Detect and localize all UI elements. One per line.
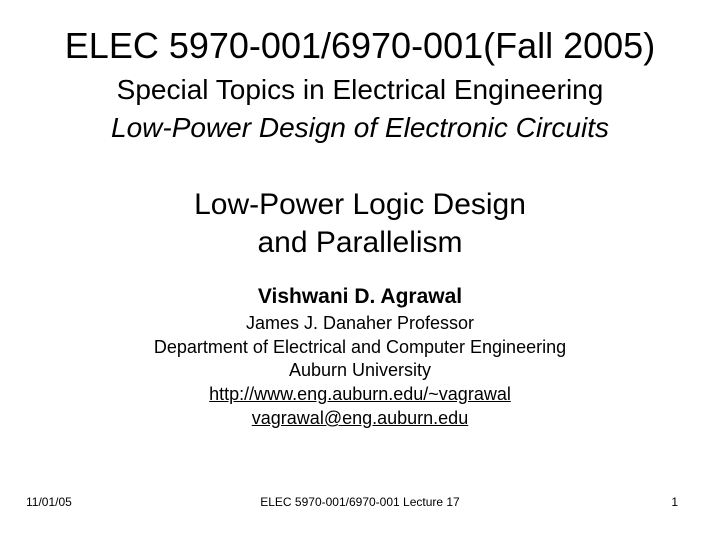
author-department: Department of Electrical and Computer Engineering: [153, 337, 567, 357]
author-email-row: [0, 409, 720, 427]
lecture-topic-line-1: Low-Power Logic Design: [194, 188, 526, 221]
lecture-topic-line-2: and Parallelism: [257, 226, 463, 259]
author-url-row: [0, 385, 720, 403]
author-url-link[interactable]: http://www.eng.auburn.edu/~vagrawal: [209, 384, 511, 404]
author-name: Vishwani D. Agrawal: [257, 285, 463, 308]
footer-page-number: 1: [671, 495, 678, 509]
author-email-link[interactable]: vagrawal@eng.auburn.edu: [251, 408, 469, 428]
course-subtitle: Special Topics in Electrical Engineering: [116, 74, 604, 105]
course-title: ELEC 5970-001/6970-001(Fall 2005): [64, 25, 656, 66]
author-university: Auburn University: [288, 360, 432, 380]
course-subtitle-italic: Low-Power Design of Electronic Circuits: [111, 112, 609, 143]
author-title: James J. Danaher Professor: [245, 313, 475, 333]
footer-lecture-label: ELEC 5970-001/6970-001 Lecture 17: [260, 495, 460, 509]
footer-date: 11/01/05: [26, 495, 72, 509]
